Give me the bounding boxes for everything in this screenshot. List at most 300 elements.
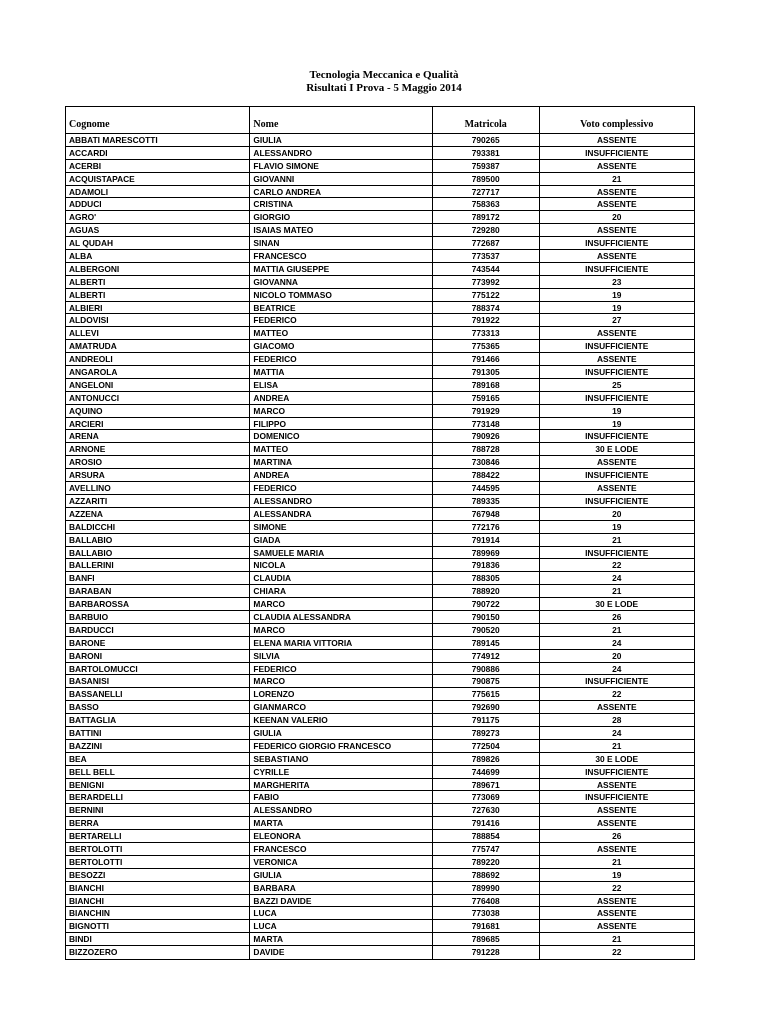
cell-nome: ALESSANDRA — [250, 508, 432, 520]
cell-cognome: ALBERTI — [66, 276, 250, 288]
cell-nome: KEENAN VALERIO — [250, 714, 432, 726]
cell-cognome: AGRO' — [66, 211, 250, 223]
cell-cognome: BATTAGLIA — [66, 714, 250, 726]
cell-cognome: AL QUDAH — [66, 237, 250, 249]
table-row — [66, 804, 694, 817]
cell-nome: CRISTINA — [250, 198, 432, 210]
cell-voto: ASSENTE — [596, 457, 637, 468]
cell-voto: ASSENTE — [596, 895, 637, 906]
cell-cognome: BEA — [66, 753, 250, 765]
cell-nome: MATTIA GIUSEPPE — [250, 263, 432, 275]
table-row — [66, 791, 694, 804]
cell-matricola: 776408 — [433, 895, 540, 907]
header-nome: Nome — [250, 107, 432, 133]
cell-nome: FEDERICO — [250, 353, 432, 365]
cell-nome: FRANCESCO — [250, 250, 432, 262]
cell-matricola: 788728 — [433, 443, 540, 455]
cell-nome: FABIO — [250, 791, 432, 803]
cell-matricola: 758363 — [433, 198, 540, 210]
cell-voto: ASSENTE — [596, 328, 637, 339]
cell-voto: ASSENTE — [596, 160, 637, 171]
table-row — [66, 701, 694, 714]
cell-cognome: ANGAROLA — [66, 366, 250, 378]
cell-voto: 24 — [612, 637, 622, 648]
cell-voto: ASSENTE — [596, 921, 637, 932]
table-row — [66, 766, 694, 779]
cell-voto: ASSENTE — [596, 199, 637, 210]
table-row — [66, 173, 694, 186]
cell-cognome: AZZARITI — [66, 495, 250, 507]
cell-cognome: BALLERINI — [66, 559, 250, 571]
table-row — [66, 211, 694, 224]
cell-cognome: BIANCHI — [66, 895, 250, 907]
cell-voto: ASSENTE — [596, 251, 637, 262]
cell-cognome: BERARDELLI — [66, 791, 250, 803]
table-row — [66, 147, 694, 160]
cell-cognome: ALBERGONI — [66, 263, 250, 275]
cell-matricola: 791681 — [433, 920, 540, 932]
cell-voto: ASSENTE — [596, 483, 637, 494]
table-body — [66, 134, 694, 959]
cell-voto: INSUFFICIENTE — [585, 392, 649, 403]
cell-matricola: 790886 — [433, 663, 540, 675]
cell-voto: 19 — [612, 869, 622, 880]
cell-nome: CYRILLE — [250, 766, 432, 778]
table-row — [66, 624, 694, 637]
cell-nome: MATTEO — [250, 443, 432, 455]
cell-matricola: 744699 — [433, 766, 540, 778]
table-row — [66, 598, 694, 611]
table-row — [66, 456, 694, 469]
table-row — [66, 160, 694, 173]
cell-voto: ASSENTE — [596, 186, 637, 197]
cell-cognome: AROSIO — [66, 456, 250, 468]
cell-nome: ELISA — [250, 379, 432, 391]
cell-nome: NICOLO TOMMASO — [250, 289, 432, 301]
cell-nome: BAZZI DAVIDE — [250, 895, 432, 907]
cell-matricola: 791305 — [433, 366, 540, 378]
cell-matricola: 727630 — [433, 804, 540, 816]
table-row — [66, 495, 694, 508]
cell-voto: 19 — [612, 418, 622, 429]
table-row — [66, 675, 694, 688]
cell-nome: GIANMARCO — [250, 701, 432, 713]
cell-voto: 21 — [612, 173, 622, 184]
table-row — [66, 366, 694, 379]
cell-cognome: ALBIERI — [66, 302, 250, 314]
cell-nome: GIULIA — [250, 134, 432, 146]
cell-matricola: 773313 — [433, 327, 540, 339]
cell-cognome: BARTOLOMUCCI — [66, 663, 250, 675]
results-table — [65, 106, 695, 960]
cell-nome: MATTEO — [250, 327, 432, 339]
table-row — [66, 611, 694, 624]
table-row — [66, 637, 694, 650]
cell-voto: ASSENTE — [596, 779, 637, 790]
cell-nome: GIOVANNI — [250, 173, 432, 185]
cell-matricola: 789172 — [433, 211, 540, 223]
cell-cognome: BINDI — [66, 933, 250, 945]
cell-voto: 19 — [612, 289, 622, 300]
cell-nome: GIULIA — [250, 727, 432, 739]
table-row — [66, 482, 694, 495]
cell-matricola: 789685 — [433, 933, 540, 945]
cell-voto: 22 — [612, 689, 622, 700]
table-row — [66, 907, 694, 920]
cell-cognome: ACCARDI — [66, 147, 250, 159]
cell-voto: 22 — [612, 882, 622, 893]
cell-voto: INSUFFICIENTE — [585, 676, 649, 687]
cell-cognome: AMATRUDA — [66, 340, 250, 352]
cell-matricola: 788422 — [433, 469, 540, 481]
cell-cognome: BALLABIO — [66, 534, 250, 546]
cell-cognome: BARONE — [66, 637, 250, 649]
cell-nome: MARGHERITA — [250, 779, 432, 791]
cell-cognome: BENIGNI — [66, 779, 250, 791]
cell-voto: ASSENTE — [596, 818, 637, 829]
cell-nome: FLAVIO SIMONE — [250, 160, 432, 172]
table-row — [66, 559, 694, 572]
table-row — [66, 817, 694, 830]
cell-matricola: 790520 — [433, 624, 540, 636]
cell-voto: 28 — [612, 715, 622, 726]
table-row — [66, 418, 694, 431]
cell-voto: 21 — [612, 856, 622, 867]
cell-voto: 21 — [612, 934, 622, 945]
cell-nome: ELENA MARIA VITTORIA — [250, 637, 432, 649]
cell-nome: SILVIA — [250, 650, 432, 662]
document-subtitle: Risultati I Prova - 5 Maggio 2014 — [306, 82, 462, 94]
table-row — [66, 740, 694, 753]
cell-nome: GIOVANNA — [250, 276, 432, 288]
cell-matricola: 772176 — [433, 521, 540, 533]
cell-voto: ASSENTE — [596, 702, 637, 713]
cell-voto: INSUFFICIENTE — [585, 792, 649, 803]
cell-matricola: 788374 — [433, 302, 540, 314]
cell-nome: BEATRICE — [250, 302, 432, 314]
cell-voto: 30 E LODE — [595, 753, 639, 764]
cell-nome: ALESSANDRO — [250, 804, 432, 816]
cell-cognome: BIGNOTTI — [66, 920, 250, 932]
cell-cognome: BARBUIO — [66, 611, 250, 623]
table-row — [66, 276, 694, 289]
cell-voto: 21 — [612, 740, 622, 751]
cell-cognome: BANFI — [66, 572, 250, 584]
cell-cognome: ALBERTI — [66, 289, 250, 301]
table-row — [66, 469, 694, 482]
cell-matricola: 743544 — [433, 263, 540, 275]
table-row — [66, 443, 694, 456]
cell-cognome: BERTARELLI — [66, 830, 250, 842]
cell-cognome: BASSANELLI — [66, 688, 250, 700]
cell-voto: ASSENTE — [596, 225, 637, 236]
table-row — [66, 856, 694, 869]
table-row — [66, 405, 694, 418]
cell-matricola: 775747 — [433, 843, 540, 855]
cell-voto: 26 — [612, 831, 622, 842]
cell-matricola: 790722 — [433, 598, 540, 610]
cell-matricola: 773537 — [433, 250, 540, 262]
cell-voto: INSUFFICIENTE — [585, 470, 649, 481]
cell-nome: MARCO — [250, 598, 432, 610]
cell-matricola: 793381 — [433, 147, 540, 159]
cell-cognome: ALDOVISI — [66, 314, 250, 326]
table-row — [66, 392, 694, 405]
cell-nome: CLAUDIA ALESSANDRA — [250, 611, 432, 623]
table-row — [66, 224, 694, 237]
cell-matricola: 791228 — [433, 946, 540, 959]
cell-nome: MATTIA — [250, 366, 432, 378]
cell-nome: GIACOMO — [250, 340, 432, 352]
cell-matricola: 791175 — [433, 714, 540, 726]
cell-voto: 19 — [612, 521, 622, 532]
cell-voto: INSUFFICIENTE — [585, 431, 649, 442]
cell-matricola: 789335 — [433, 495, 540, 507]
cell-nome: ANDREA — [250, 469, 432, 481]
table-row — [66, 508, 694, 521]
cell-nome: SEBASTIANO — [250, 753, 432, 765]
cell-nome: BARBARA — [250, 882, 432, 894]
cell-voto: 30 E LODE — [595, 444, 639, 455]
cell-cognome: BIANCHIN — [66, 907, 250, 919]
cell-nome: NICOLA — [250, 559, 432, 571]
table-row — [66, 521, 694, 534]
cell-matricola: 790875 — [433, 675, 540, 687]
cell-nome: SIMONE — [250, 521, 432, 533]
table-row — [66, 134, 694, 147]
cell-cognome: AZZENA — [66, 508, 250, 520]
cell-matricola: 775615 — [433, 688, 540, 700]
cell-cognome: ADDUCI — [66, 198, 250, 210]
cell-voto: INSUFFICIENTE — [585, 147, 649, 158]
cell-nome: FRANCESCO — [250, 843, 432, 855]
table-row — [66, 869, 694, 882]
cell-cognome: ANTONUCCI — [66, 392, 250, 404]
cell-voto: INSUFFICIENTE — [585, 495, 649, 506]
cell-matricola: 759165 — [433, 392, 540, 404]
cell-cognome: ALBA — [66, 250, 250, 262]
cell-voto: INSUFFICIENTE — [585, 341, 649, 352]
document-title: Tecnologia Meccanica e Qualità — [309, 69, 459, 81]
cell-nome: DOMENICO — [250, 430, 432, 442]
cell-voto: 27 — [612, 315, 622, 326]
cell-matricola: 791922 — [433, 314, 540, 326]
cell-cognome: BARBAROSSA — [66, 598, 250, 610]
cell-cognome: BESOZZI — [66, 869, 250, 881]
table-row — [66, 946, 694, 959]
table-row — [66, 753, 694, 766]
cell-cognome: BATTINI — [66, 727, 250, 739]
cell-matricola: 788920 — [433, 585, 540, 597]
cell-nome: MARCO — [250, 675, 432, 687]
cell-matricola: 773148 — [433, 418, 540, 430]
cell-voto: INSUFFICIENTE — [585, 367, 649, 378]
cell-cognome: ABBATI MARESCOTTI — [66, 134, 250, 146]
cell-cognome: ACERBI — [66, 160, 250, 172]
cell-nome: VERONICA — [250, 856, 432, 868]
cell-cognome: BERRA — [66, 817, 250, 829]
cell-matricola: 774912 — [433, 650, 540, 662]
table-row — [66, 340, 694, 353]
cell-voto: INSUFFICIENTE — [585, 263, 649, 274]
header-matricola: Matricola — [433, 107, 540, 133]
cell-matricola: 791416 — [433, 817, 540, 829]
cell-matricola: 767948 — [433, 508, 540, 520]
cell-cognome: ADAMOLI — [66, 186, 250, 198]
table-row — [66, 895, 694, 908]
cell-nome: ISAIAS MATEO — [250, 224, 432, 236]
cell-cognome: BARONI — [66, 650, 250, 662]
cell-voto: ASSENTE — [596, 354, 637, 365]
cell-cognome: BALDICCHI — [66, 521, 250, 533]
cell-matricola: 773038 — [433, 907, 540, 919]
cell-nome: FEDERICO GIORGIO FRANCESCO — [250, 740, 432, 752]
cell-nome: CARLO ANDREA — [250, 186, 432, 198]
cell-voto: ASSENTE — [596, 805, 637, 816]
cell-matricola: 789220 — [433, 856, 540, 868]
cell-voto: ASSENTE — [596, 843, 637, 854]
cell-matricola: 789826 — [433, 753, 540, 765]
table-row — [66, 933, 694, 946]
table-row — [66, 430, 694, 443]
cell-matricola: 730846 — [433, 456, 540, 468]
cell-matricola: 729280 — [433, 224, 540, 236]
cell-nome: FEDERICO — [250, 663, 432, 675]
cell-voto: 22 — [612, 947, 622, 958]
cell-matricola: 773992 — [433, 276, 540, 288]
cell-matricola: 772687 — [433, 237, 540, 249]
cell-nome: LUCA — [250, 907, 432, 919]
cell-cognome: BERTOLOTTI — [66, 856, 250, 868]
cell-matricola: 789273 — [433, 727, 540, 739]
cell-voto: 24 — [612, 663, 622, 674]
cell-voto: 25 — [612, 379, 622, 390]
table-row — [66, 714, 694, 727]
cell-voto: ASSENTE — [596, 135, 637, 145]
cell-cognome: ACQUISTAPACE — [66, 173, 250, 185]
cell-cognome: ANGELONI — [66, 379, 250, 391]
table-row — [66, 327, 694, 340]
cell-cognome: BALLABIO — [66, 547, 250, 559]
table-row — [66, 688, 694, 701]
table-row — [66, 186, 694, 199]
cell-voto: INSUFFICIENTE — [585, 238, 649, 249]
table-row — [66, 250, 694, 263]
cell-voto: 21 — [612, 534, 622, 545]
cell-matricola: 788854 — [433, 830, 540, 842]
cell-cognome: BAZZINI — [66, 740, 250, 752]
cell-matricola: 791914 — [433, 534, 540, 546]
cell-nome: LORENZO — [250, 688, 432, 700]
cell-voto: INSUFFICIENTE — [585, 766, 649, 777]
cell-matricola: 789990 — [433, 882, 540, 894]
cell-voto: 23 — [612, 276, 622, 287]
cell-cognome: BARDUCCI — [66, 624, 250, 636]
table-row — [66, 650, 694, 663]
table-row — [66, 663, 694, 676]
cell-matricola: 744595 — [433, 482, 540, 494]
table-row — [66, 920, 694, 933]
cell-nome: ALESSANDRO — [250, 495, 432, 507]
table-row — [66, 727, 694, 740]
cell-cognome: AQUINO — [66, 405, 250, 417]
cell-voto: 20 — [612, 212, 622, 223]
cell-cognome: BIZZOZERO — [66, 946, 250, 959]
cell-voto: 26 — [612, 611, 622, 622]
cell-voto: 24 — [612, 573, 622, 584]
cell-nome: ANDREA — [250, 392, 432, 404]
header-cognome: Cognome — [66, 107, 250, 133]
cell-nome: ELEONORA — [250, 830, 432, 842]
table-row — [66, 534, 694, 547]
cell-matricola: 791929 — [433, 405, 540, 417]
table-row — [66, 779, 694, 792]
table-row — [66, 547, 694, 560]
cell-voto: INSUFFICIENTE — [585, 547, 649, 558]
cell-cognome: ARNONE — [66, 443, 250, 455]
table-row — [66, 830, 694, 843]
cell-voto: 24 — [612, 727, 622, 738]
cell-matricola: 789671 — [433, 779, 540, 791]
cell-nome: FEDERICO — [250, 482, 432, 494]
cell-nome: ALESSANDRO — [250, 147, 432, 159]
cell-cognome: ARSURA — [66, 469, 250, 481]
cell-matricola: 790265 — [433, 134, 540, 146]
cell-voto: 19 — [612, 302, 622, 313]
cell-nome: GIADA — [250, 534, 432, 546]
cell-cognome: ALLEVI — [66, 327, 250, 339]
cell-nome: CLAUDIA — [250, 572, 432, 584]
cell-matricola: 788305 — [433, 572, 540, 584]
cell-matricola: 791836 — [433, 559, 540, 571]
cell-voto: 21 — [612, 586, 622, 597]
cell-nome: MARTINA — [250, 456, 432, 468]
cell-nome: FILIPPO — [250, 418, 432, 430]
cell-cognome: BASSO — [66, 701, 250, 713]
cell-cognome: ARENA — [66, 430, 250, 442]
cell-matricola: 789168 — [433, 379, 540, 391]
cell-nome: GIORGIO — [250, 211, 432, 223]
table-row — [66, 353, 694, 366]
table-row — [66, 302, 694, 315]
cell-matricola: 775365 — [433, 340, 540, 352]
cell-matricola: 788692 — [433, 869, 540, 881]
table-header — [66, 107, 694, 134]
table-row — [66, 379, 694, 392]
cell-matricola: 759387 — [433, 160, 540, 172]
cell-matricola: 792690 — [433, 701, 540, 713]
cell-voto: ASSENTE — [596, 908, 637, 919]
table-row — [66, 882, 694, 895]
cell-nome: MARCO — [250, 624, 432, 636]
cell-voto: 21 — [612, 624, 622, 635]
cell-cognome: BERNINI — [66, 804, 250, 816]
cell-nome: FEDERICO — [250, 314, 432, 326]
cell-cognome: BARABAN — [66, 585, 250, 597]
cell-matricola: 791466 — [433, 353, 540, 365]
header-voto: Voto complessivo — [580, 119, 654, 130]
cell-nome: MARCO — [250, 405, 432, 417]
table-row — [66, 237, 694, 250]
cell-nome: LUCA — [250, 920, 432, 932]
cell-matricola: 790926 — [433, 430, 540, 442]
cell-matricola: 789145 — [433, 637, 540, 649]
table-row — [66, 289, 694, 302]
table-row — [66, 843, 694, 856]
cell-voto: 20 — [612, 508, 622, 519]
cell-matricola: 775122 — [433, 289, 540, 301]
table-row — [66, 263, 694, 276]
